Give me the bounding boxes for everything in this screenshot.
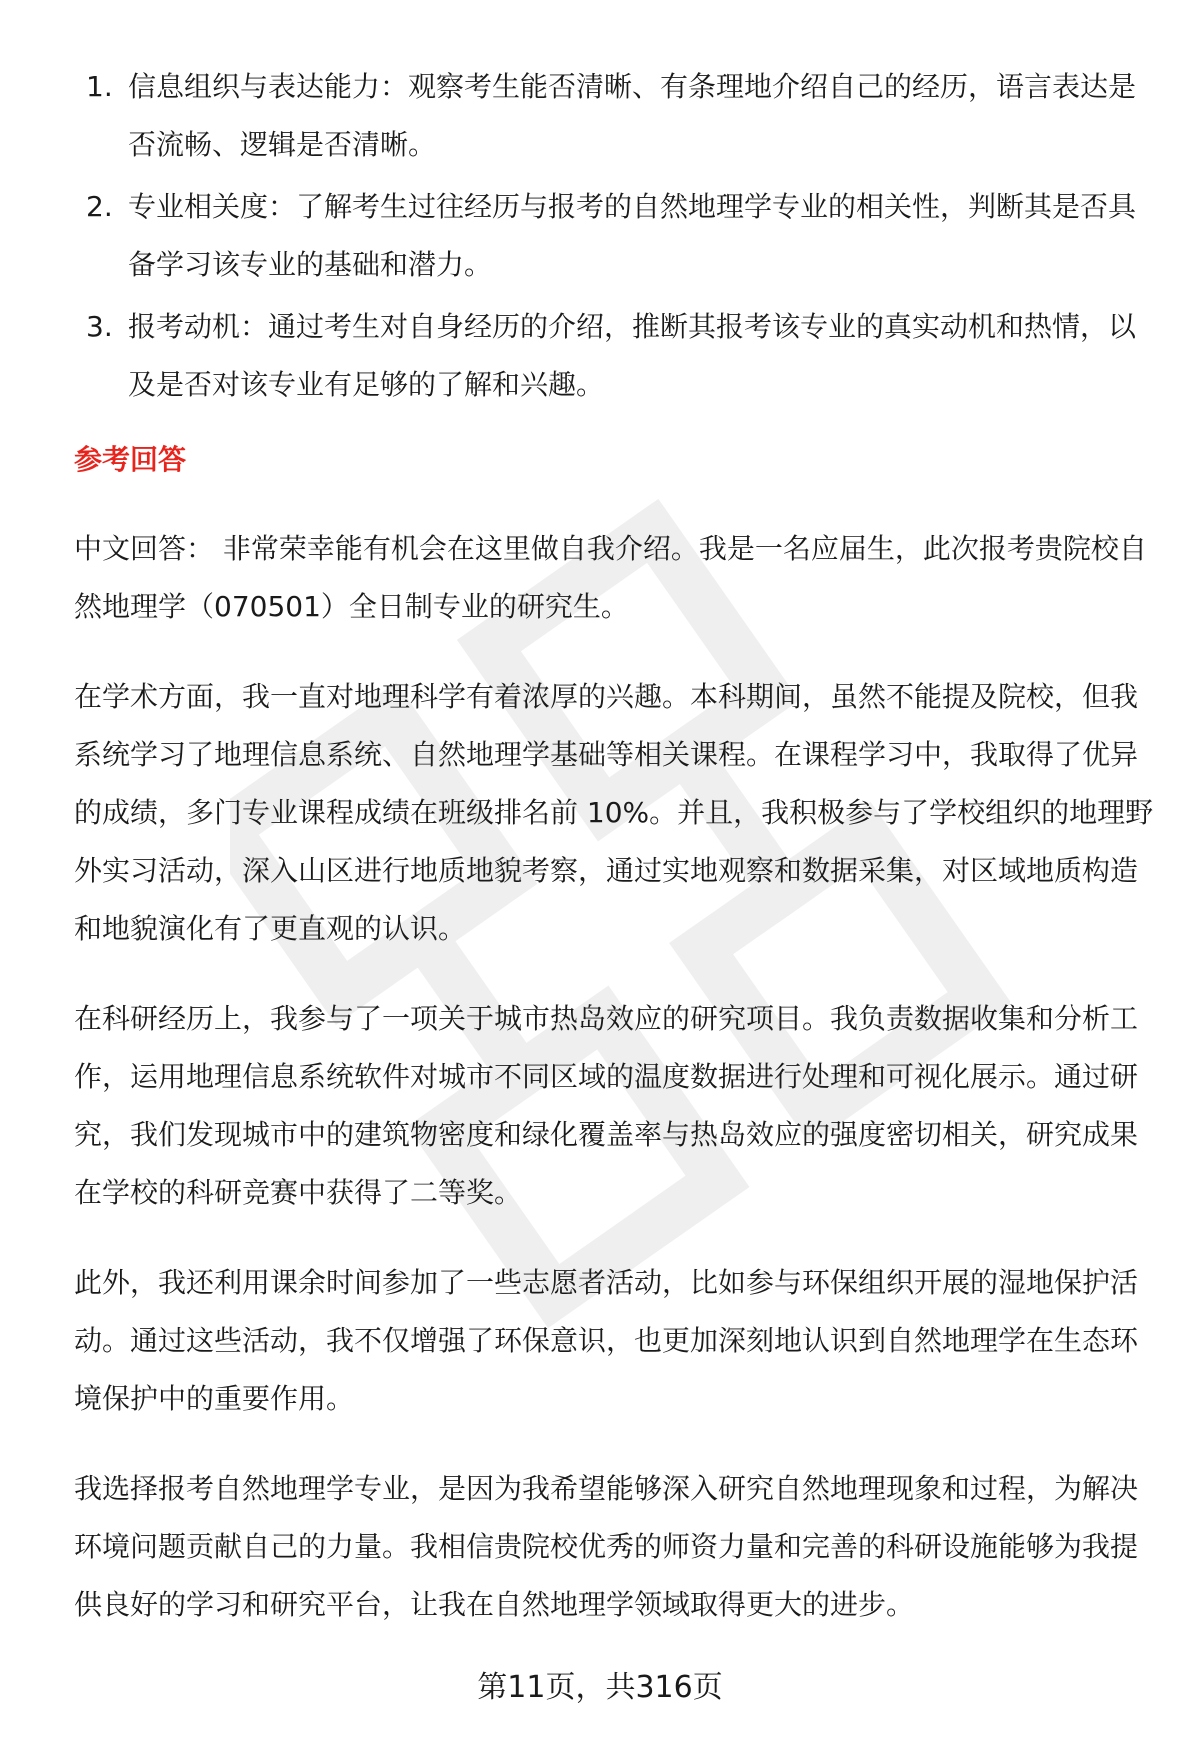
criteria-number: 2. xyxy=(86,190,113,223)
reference-answer xyxy=(74,520,1160,1666)
criteria-text: 信息组织与表达能力：观察考生能否清晰、有条理地介绍自己的经历，语言表达是否流畅、逻辑是否清晰。 xyxy=(128,70,1137,161)
answer-paragraph: 此外，我还利用课余时间参加了一些志愿者活动，比如参与环保组织开展的湿地保护活动。通过这些活动，我不仅增强了环保意识，也更加深刻地认识到自然地理学在生态环境保护中的重要作用。 xyxy=(74,1266,1139,1415)
criteria-item xyxy=(80,58,1160,174)
criteria-item xyxy=(80,178,1160,294)
criteria-number: 3. xyxy=(86,310,113,343)
page-number-footer: 第11页，共316页 xyxy=(477,1670,723,1705)
answer-paragraph: 在科研经历上，我参与了一项关于城市热岛效应的研究项目。我负责数据收集和分析工作，运用地理信息系统软件对城市不同区域的温度数据进行处理和可视化展示。通过研究，我们发现城市中的建筑物密度和绿化覆盖率与热岛效应的强度密切相关，研究成果在学校的科研竞赛中获得了二等奖。 xyxy=(74,1002,1139,1209)
criteria-text: 专业相关度：了解考生过往经历与报考的自然地理学专业的相关性，判断其是否具备学习该专业的基础和潜力。 xyxy=(128,190,1137,281)
answer-paragraph: 我选择报考自然地理学专业，是因为我希望能够深入研究自然地理现象和过程，为解决环境问题贡献自己的力量。我相信贵院校优秀的师资力量和完善的科研设施能够为我提供良好的学习和研究平台，让我在自然地理学领域取得更大的进步。 xyxy=(74,1472,1139,1621)
section-heading: 参考回答 xyxy=(74,443,187,476)
criteria-item xyxy=(80,298,1160,414)
answer-paragraph: 在学术方面，我一直对地理科学有着浓厚的兴趣。本科期间，虽然不能提及院校，但我系统学习了地理信息系统、自然地理学基础等相关课程。在课程学习中，我取得了优异的成绩，多门专业课程成绩在班级排名前 10%。并且，我积极参与了学校组织的地理野外实习活动，深入山区进行地质地貌考察，通过实地观察和数据采集，对区域地质构造和地貌演化有了更直观的认识。 xyxy=(74,680,1154,945)
criteria-text: 报考动机：通过考生对自身经历的介绍，推断其报考该专业的真实动机和热情，以及是否对该专业有足够的了解和兴趣。 xyxy=(128,310,1137,401)
answer-paragraph: 中文回答： 非常荣幸能有机会在这里做自我介绍。我是一名应届生，此次报考贵院校自然地理学（070501）全日制专业的研究生。 xyxy=(74,532,1147,623)
criteria-number: 1. xyxy=(86,70,113,103)
evaluation-criteria-list xyxy=(80,58,1160,418)
